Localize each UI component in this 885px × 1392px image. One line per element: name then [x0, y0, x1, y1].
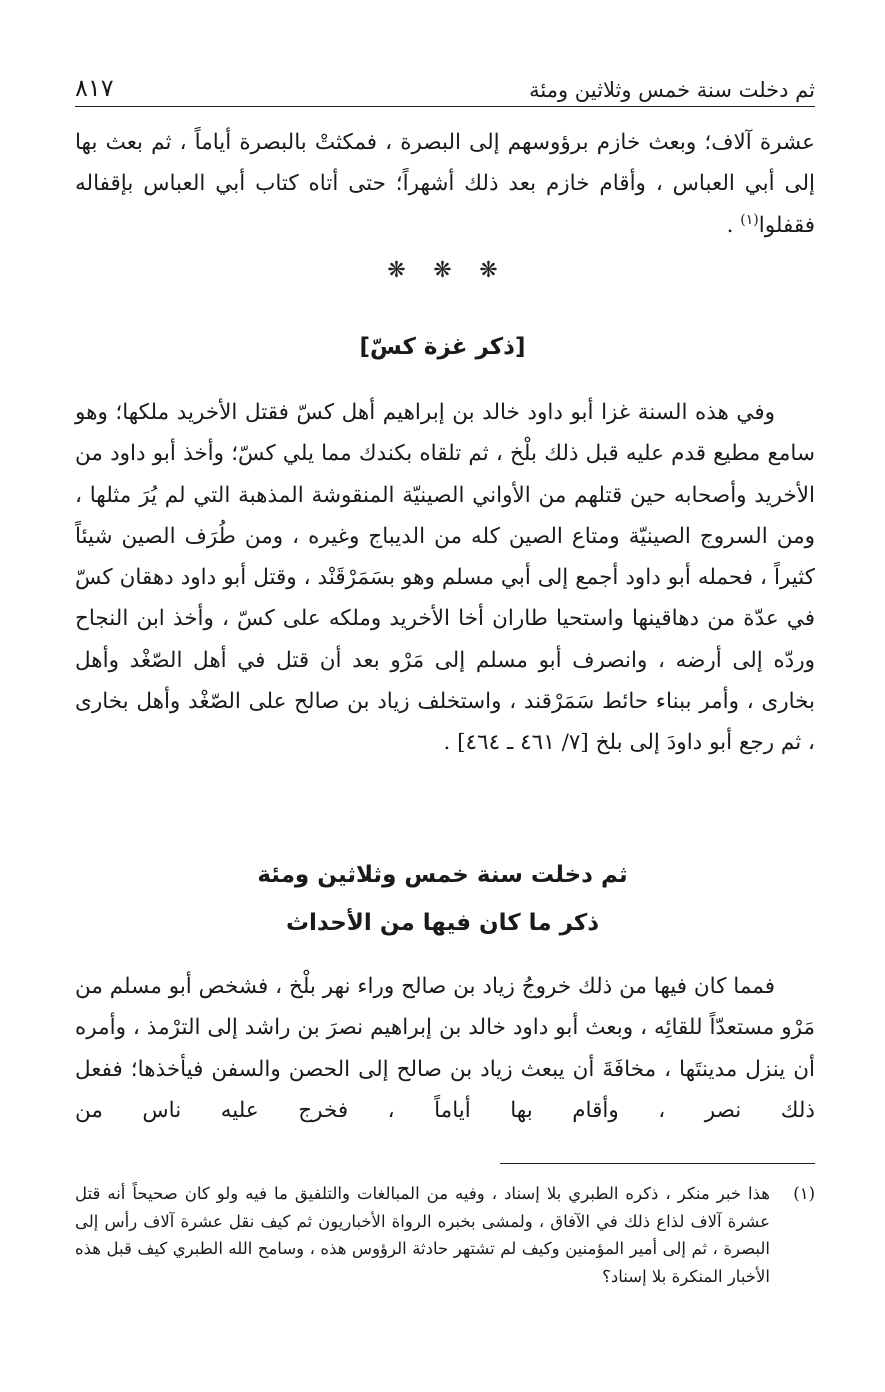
star-ornament-icon: ❋	[387, 258, 406, 283]
footnote-divider	[500, 1163, 815, 1164]
section-body	[75, 392, 815, 764]
footnote-reference: (١)	[740, 211, 759, 228]
footnote-text: هذا خبر منكر ، ذكره الطبري بلا إسناد ، وفيه من المبالغات والتلفيق ما فيه ولو كان صحيحاً أنه قتل عشرة آلاف لذاع ذلك في الآفاق ، ولمشى بخبره الرواة الأخباريون ثم كيف نقل عشرة آلاف رأس إلى البصرة ، ثم إلى أمير المؤمنين وكيف لم تشتهر حادثة الرؤوس هذه ، وسامح الله الطبري كيف قبل هذه الأخبار المنكرة بلا إسناد؟	[75, 1184, 770, 1286]
paragraph: فمما كان فيها من ذلك خروجُ زياد بن صالح وراء نهر بلْخ ، فشخص أبو مسلم من مَرْو مستعدّاً للقائِه ، وبعث أبو داود خالد بن إبراهيم نصرَ بن راشد إلى الترْمذ ، وأمره أن ينزل مدينتَها ، مخافَةَ أن يبعث زياد بن صالح إلى الحصن والسفن فيأخذها؛ ففعل ذلك نصر ، وأقام بها أياماً ، فخرج عليه ناس من	[75, 974, 815, 1123]
section-body	[75, 966, 815, 1131]
footnote-number: (١)	[793, 1184, 815, 1203]
paragraph: عشرة آلاف؛ وبعث خازم برؤوسهم إلى البصرة ، فمكثتْ بالبصرة أياماً ، ثم بعث بها إلى أبي العباس ، وأقام خازم بعد ذلك أشهراً؛ حتى أتاه كتاب أبي العباس بإقفاله فقفلوا$^{(١)}$ .	[75, 130, 815, 238]
running-title: ثم دخلت سنة خمس وثلاثين ومئة	[529, 78, 815, 102]
events-heading: ذكر ما كان فيها من الأحداث	[285, 910, 600, 936]
page-number: ٨١٧	[75, 74, 114, 102]
continuation-text	[75, 122, 815, 246]
footnote	[75, 1180, 815, 1290]
section-separator	[0, 258, 885, 283]
star-ornament-icon: ❋	[433, 258, 452, 283]
year-heading: ثم دخلت سنة خمس وثلاثين ومئة	[257, 862, 628, 888]
section-heading: [ذكر غزة كسّ]	[359, 334, 526, 360]
star-ornament-icon: ❋	[479, 258, 498, 283]
paragraph: وفي هذه السنة غزا أبو داود خالد بن إبراهيم أهل كسّ فقتل الأخريد ملكها؛ وهو سامع مطيع قدم عليه قبل ذلك بلْخ ، ثم تلقاه بكندك مما يلي كسّ؛ وأخذ أبو داود من الأخريد وأصحابه حين قتلهم من الأواني الصينيّة المنقوشة المذهبة التي لم يُرَ مثلها ، ومن السروج الصينيّة ومتاع الصين كله من الديباج وغيره ، ومن طُرَف الصين شيئاً كثيراً ، فحمله أبو داود أجمع إلى أبي مسلم وهو بسَمَرْقَنْد ، وقتل أبو داود دهقان كسّ في عدّة من دهاقينها واستحيا طاران أخا الأخريد وملكه على كسّ ، وأخذ ابن النجاح وردّه إلى أرضه ، وانصرف أبو مسلم إلى مَرْو بعد أن قتل في أهل الصّغْد وأهل بخارى ، وأمر ببناء حائط سَمَرْقند ، واستخلف زياد بن صالح على الصّغْد وأهل بخارى ، ثم رجع أبو داودَ إلى بلخ [٧/ ٤٦١ ـ ٤٦٤] .	[75, 400, 815, 756]
running-header	[75, 58, 815, 107]
footnotes	[75, 1180, 815, 1290]
